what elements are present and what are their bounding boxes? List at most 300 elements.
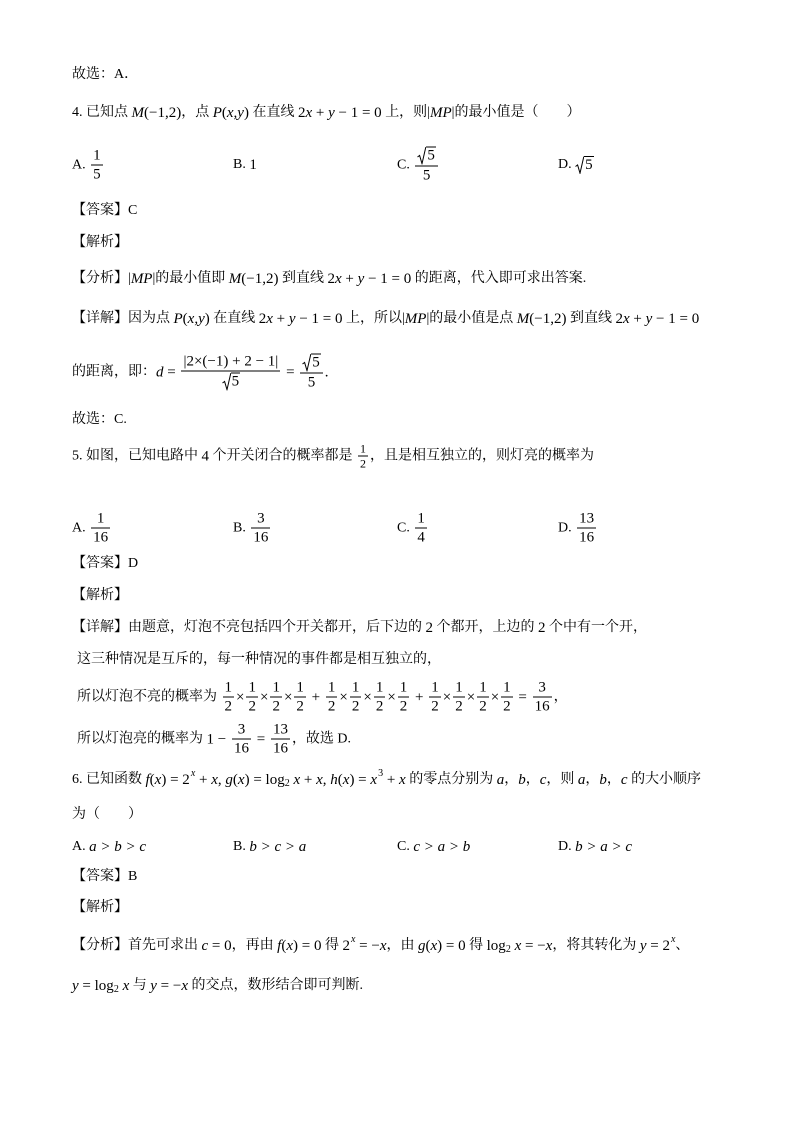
fraction bbox=[181, 354, 280, 391]
q5-option-d bbox=[558, 511, 598, 546]
text-run: 【详解】因为点 bbox=[72, 311, 174, 326]
math-variable: b bbox=[599, 772, 607, 788]
q6-option-a bbox=[72, 838, 146, 856]
subscript: 2 bbox=[113, 984, 119, 995]
fraction bbox=[294, 680, 306, 715]
math-variable: c bbox=[201, 938, 209, 954]
math-variable: MP bbox=[430, 105, 452, 121]
text-run: A. bbox=[72, 157, 90, 172]
q4-stem bbox=[72, 104, 580, 122]
fraction bbox=[415, 511, 427, 546]
math-text: 2 bbox=[431, 698, 439, 715]
fraction-numerator bbox=[181, 354, 280, 372]
text-run: 到直线 bbox=[566, 311, 616, 326]
math-variable: MP bbox=[130, 271, 153, 287]
q5-option-b bbox=[233, 511, 272, 546]
fraction-denominator bbox=[577, 529, 596, 546]
fraction-numerator bbox=[453, 680, 465, 698]
square-root bbox=[222, 373, 241, 391]
math-text: ( bbox=[425, 938, 431, 954]
text-run: ， bbox=[585, 772, 600, 787]
radicand bbox=[584, 156, 594, 174]
fraction-numerator bbox=[326, 680, 338, 698]
fraction bbox=[223, 680, 235, 715]
math-variable: g bbox=[418, 938, 426, 954]
math-text: 1 bbox=[249, 157, 257, 173]
text-run: 6. 已知函数 bbox=[72, 772, 146, 787]
fraction-numerator bbox=[350, 680, 362, 698]
math-variable: x bbox=[305, 105, 313, 121]
text-run: C. bbox=[397, 839, 414, 854]
fraction-numerator bbox=[271, 722, 290, 740]
fraction-denominator bbox=[429, 698, 441, 715]
math-variable: d bbox=[156, 364, 164, 380]
math-text: × bbox=[259, 689, 269, 705]
math-text: ) = 2 bbox=[161, 772, 190, 788]
math-text: 16 bbox=[253, 529, 269, 546]
text-run: D. bbox=[558, 157, 576, 172]
math-variable: x bbox=[342, 772, 350, 788]
fraction-numerator bbox=[501, 680, 513, 698]
math-text: ) = 0 bbox=[437, 938, 466, 954]
math-text: − 1 = 0 bbox=[334, 105, 382, 121]
math-text: × bbox=[490, 689, 500, 705]
text-run: 、 bbox=[675, 938, 690, 953]
text-run: 这三种情况是互斥的，每一种情况的事件都是相互独立的， bbox=[77, 652, 441, 667]
text-run: C. bbox=[397, 520, 414, 535]
fraction-numerator bbox=[270, 680, 282, 698]
text-run: D. bbox=[558, 839, 576, 854]
math-text: 13 bbox=[272, 721, 288, 738]
fraction bbox=[501, 680, 513, 715]
fraction bbox=[326, 680, 338, 715]
fraction-numerator bbox=[577, 511, 596, 529]
math-text: 1 bbox=[224, 679, 232, 696]
math-text: 5 bbox=[585, 157, 593, 173]
math-text: . bbox=[324, 364, 329, 380]
math-text: 13 bbox=[579, 510, 595, 527]
superscript: 3 bbox=[378, 768, 384, 779]
q6-stem-line-1 bbox=[72, 768, 702, 789]
text-run: 上，所以| bbox=[342, 311, 405, 326]
q4-final-choice bbox=[72, 411, 127, 429]
q6-option-d bbox=[558, 838, 632, 856]
q4-option-b bbox=[233, 156, 257, 174]
fraction-denominator bbox=[232, 740, 251, 757]
superscript: x bbox=[670, 934, 676, 945]
math-variable: c bbox=[539, 772, 547, 788]
math-text: 5 bbox=[427, 147, 435, 164]
math-variable: x bbox=[370, 772, 378, 788]
fraction-denominator bbox=[294, 698, 306, 715]
math-text: + bbox=[272, 311, 289, 327]
math-variable: y bbox=[288, 311, 296, 327]
q5-solution-line-4 bbox=[77, 722, 351, 757]
math-text: × bbox=[387, 689, 396, 705]
math-variable: x bbox=[510, 938, 522, 954]
fraction-numerator bbox=[91, 148, 103, 166]
subscript: 2 bbox=[505, 944, 511, 955]
math-text: = bbox=[514, 689, 531, 705]
q4-analysis-heading bbox=[72, 234, 128, 252]
math-text: ) = 0 bbox=[292, 938, 322, 954]
math-text: ( bbox=[182, 311, 188, 327]
math-text: 1 bbox=[417, 510, 425, 527]
math-text: 2 bbox=[296, 698, 304, 715]
math-text: 3 bbox=[257, 510, 265, 527]
text-run: ，则 bbox=[546, 772, 578, 787]
fraction-denominator bbox=[350, 698, 362, 715]
math-variable: M bbox=[516, 311, 530, 327]
math-text: 2 bbox=[248, 698, 256, 715]
math-variable: x bbox=[622, 311, 630, 327]
math-text: 2 bbox=[375, 698, 384, 715]
text-run: 【答案】C bbox=[72, 203, 138, 218]
radicand bbox=[231, 373, 241, 391]
fraction bbox=[358, 443, 368, 470]
math-text: (−1,2) bbox=[241, 271, 279, 287]
math-text: 2 bbox=[615, 311, 623, 327]
fraction-numerator bbox=[477, 680, 489, 698]
math-variable: g bbox=[225, 772, 233, 788]
math-text: × bbox=[236, 689, 245, 705]
math-variable: x bbox=[379, 938, 387, 954]
fraction-denominator bbox=[91, 529, 110, 546]
q4-solution-line-1 bbox=[72, 310, 699, 328]
math-text: 1 bbox=[93, 147, 101, 164]
fraction-numerator bbox=[374, 680, 386, 698]
superscript: x bbox=[350, 934, 356, 945]
text-run: B. bbox=[233, 839, 250, 854]
math-text: 16 bbox=[272, 740, 288, 757]
math-text: ( bbox=[221, 105, 227, 121]
math-text: ) bbox=[243, 105, 249, 121]
radical-sign bbox=[302, 354, 311, 372]
math-variable: x bbox=[289, 772, 301, 788]
text-run: |的最小值即 bbox=[152, 271, 229, 286]
text-run: 得 bbox=[321, 938, 343, 953]
math-text: 1 bbox=[327, 679, 336, 696]
math-text: 2 bbox=[455, 698, 463, 715]
fraction bbox=[91, 511, 110, 546]
fraction bbox=[374, 680, 386, 715]
square-root bbox=[575, 156, 594, 174]
math-text: = − bbox=[355, 938, 380, 954]
math-variable: x bbox=[266, 311, 273, 327]
subscript: 2 bbox=[284, 778, 290, 789]
math-text: = bbox=[163, 364, 180, 380]
math-text: 2 bbox=[224, 698, 232, 715]
fraction bbox=[270, 680, 282, 715]
math-variable: M bbox=[228, 271, 242, 287]
math-variable: y bbox=[328, 105, 335, 121]
fraction bbox=[477, 680, 489, 715]
text-run: |的最小值是点 bbox=[426, 311, 517, 326]
q5-answer bbox=[72, 555, 138, 573]
q5-option-c bbox=[397, 511, 429, 546]
q5-solution-line-2 bbox=[77, 651, 441, 669]
text-run: ， bbox=[553, 689, 568, 704]
math-variable: b bbox=[518, 772, 526, 788]
text-run: 上，则| bbox=[381, 105, 430, 120]
math-text: 16 bbox=[534, 698, 550, 715]
text-run: ，再由 bbox=[231, 938, 278, 953]
q5-solution-line-3 bbox=[77, 680, 568, 715]
text-run: ， bbox=[504, 772, 519, 787]
text-run: ，由 bbox=[386, 938, 418, 953]
fraction-numerator bbox=[246, 680, 258, 698]
text-run: ，且是相互独立的，则灯亮的概率为 bbox=[370, 448, 594, 463]
q4-option-c bbox=[397, 147, 440, 184]
math-text: 3 bbox=[538, 679, 546, 696]
math-variable: x bbox=[118, 978, 130, 994]
math-variable: y bbox=[645, 311, 653, 327]
math-variable: P bbox=[173, 311, 183, 327]
math-variable: M bbox=[131, 105, 144, 121]
q6-analysis-line-1 bbox=[72, 934, 690, 955]
fraction-denominator bbox=[398, 698, 410, 715]
fraction bbox=[232, 722, 251, 757]
math-text: = bbox=[252, 731, 269, 747]
math-text: = − bbox=[156, 978, 182, 994]
math-text: 1 bbox=[399, 679, 408, 696]
text-run: ， bbox=[606, 772, 621, 787]
radical-sign bbox=[222, 373, 231, 391]
fraction-denominator bbox=[181, 372, 280, 391]
text-run: 的距离，代入即可求出答案. bbox=[411, 271, 587, 286]
math-text: 2 bbox=[258, 311, 267, 327]
math-variable: MP bbox=[404, 311, 427, 327]
math-text: ) = log bbox=[244, 772, 285, 788]
fraction-numerator bbox=[415, 511, 427, 529]
text-run: D. bbox=[558, 520, 576, 535]
math-text: 2 bbox=[425, 620, 433, 636]
math-variable: y bbox=[150, 978, 157, 994]
fraction-numerator bbox=[294, 680, 306, 698]
q6-analysis-line-2 bbox=[72, 977, 363, 995]
fraction-denominator bbox=[415, 167, 438, 184]
math-text: 1 bbox=[479, 679, 487, 696]
fraction-numerator bbox=[91, 511, 110, 529]
math-text: ( bbox=[232, 772, 238, 788]
fraction-denominator bbox=[533, 698, 552, 715]
q5-analysis-heading bbox=[72, 587, 128, 605]
fraction bbox=[246, 680, 258, 715]
text-run: 为（ ） bbox=[72, 807, 142, 822]
math-variable: x bbox=[316, 772, 323, 788]
fraction-denominator bbox=[251, 529, 270, 546]
math-text: , bbox=[322, 772, 331, 788]
text-run: 的零点分别为 bbox=[405, 772, 497, 787]
q4-option-a bbox=[72, 148, 105, 183]
math-text: 2 bbox=[297, 105, 306, 121]
text-run: 到直线 bbox=[278, 271, 328, 286]
math-text: 4 bbox=[201, 448, 209, 464]
math-variable: f bbox=[277, 938, 282, 954]
text-run: 与 bbox=[129, 978, 151, 993]
text-run: ，点 bbox=[181, 105, 213, 120]
fraction-numerator bbox=[251, 511, 270, 529]
math-variable: x,y bbox=[187, 311, 205, 327]
fraction-denominator bbox=[246, 698, 258, 715]
text-run: A. bbox=[72, 520, 90, 535]
math-text: 2 bbox=[479, 698, 487, 715]
fraction-denominator bbox=[91, 166, 103, 183]
fraction bbox=[271, 722, 290, 757]
math-text: 4 bbox=[417, 529, 425, 546]
fraction-denominator bbox=[477, 698, 489, 715]
math-variable: c bbox=[620, 772, 628, 788]
q6-answer bbox=[72, 868, 137, 886]
q4-answer bbox=[72, 202, 137, 220]
math-text: 1 bbox=[351, 679, 360, 696]
math-variable: x bbox=[335, 271, 342, 287]
math-variable: y bbox=[639, 938, 647, 954]
fraction bbox=[577, 511, 596, 546]
fraction-denominator bbox=[501, 698, 513, 715]
q6-analysis-heading bbox=[72, 899, 128, 917]
text-run: 在直线 bbox=[209, 311, 259, 326]
radicand bbox=[426, 147, 436, 165]
fraction-numerator bbox=[358, 443, 368, 457]
fraction bbox=[453, 680, 465, 715]
fraction-numerator bbox=[429, 680, 441, 698]
math-text: (−1,2) bbox=[529, 311, 567, 327]
math-text: 16 bbox=[93, 529, 109, 546]
fraction-denominator bbox=[374, 698, 386, 715]
text-run: ，故选 D. bbox=[291, 731, 352, 746]
fraction-numerator bbox=[415, 147, 438, 167]
math-text: 1 bbox=[248, 679, 256, 696]
math-text: 16 bbox=[579, 529, 595, 546]
fraction-denominator bbox=[223, 698, 235, 715]
math-text: 3 bbox=[237, 721, 246, 738]
text-run: |的最小值是（ ） bbox=[451, 105, 581, 120]
fraction bbox=[429, 680, 441, 715]
text-run: ，将其转化为 bbox=[552, 938, 640, 953]
math-text: = 2 bbox=[646, 938, 670, 954]
fraction bbox=[415, 147, 438, 184]
math-variable: x bbox=[237, 772, 245, 788]
text-run: ， bbox=[525, 772, 540, 787]
math-text: + bbox=[411, 689, 428, 705]
math-text: 2 bbox=[342, 938, 350, 954]
fraction-denominator bbox=[300, 374, 323, 391]
text-run: 故选：A． bbox=[72, 67, 139, 82]
square-root bbox=[302, 354, 321, 372]
math-text: − 1 = 0 bbox=[652, 311, 700, 327]
math-text: (−1,2) bbox=[144, 105, 182, 121]
math-text: 1 bbox=[455, 679, 463, 696]
math-text: + bbox=[312, 105, 329, 121]
math-text: 1 bbox=[503, 679, 511, 696]
text-run: 【答案】D bbox=[72, 556, 139, 571]
math-variable: x bbox=[545, 938, 553, 954]
math-variable: x bbox=[181, 978, 188, 994]
q4-option-d bbox=[558, 156, 594, 174]
math-variable: h bbox=[330, 772, 338, 788]
math-text: − 1 = 0 bbox=[295, 311, 343, 327]
math-text: 2 bbox=[360, 456, 366, 471]
math-variable: x bbox=[154, 772, 162, 788]
math-variable: x bbox=[211, 772, 218, 788]
text-run: 的大小顺序 bbox=[627, 772, 702, 787]
math-text: 5 bbox=[231, 373, 240, 390]
math-text: 5 bbox=[312, 354, 320, 371]
square-root bbox=[417, 147, 436, 165]
text-run: 【详解】由题意，灯泡不亮包括四个开关都开，后下边的 bbox=[72, 620, 426, 635]
math-text: + bbox=[341, 271, 358, 287]
math-text: |2×(−1) + 2 − 1| bbox=[183, 353, 279, 370]
q4-analysis bbox=[72, 270, 586, 288]
math-variable: y bbox=[72, 978, 79, 994]
q3-final-choice bbox=[72, 66, 138, 84]
math-variable: c > a > b bbox=[413, 839, 471, 855]
fraction-numerator bbox=[232, 722, 251, 740]
math-text: ) = bbox=[349, 772, 371, 788]
text-run: 【答案】B bbox=[72, 869, 138, 884]
math-variable: y bbox=[357, 271, 365, 287]
text-run: 【分析】| bbox=[72, 271, 131, 286]
text-run: 的距离，即： bbox=[72, 364, 156, 379]
math-variable: x,y bbox=[226, 105, 244, 121]
math-text: 2 bbox=[538, 620, 546, 636]
math-text: × bbox=[466, 689, 476, 705]
text-run: 的交点，数形结合即可判断. bbox=[188, 978, 363, 993]
q6-option-b bbox=[233, 838, 306, 856]
text-run: C. bbox=[397, 157, 414, 172]
superscript: x bbox=[190, 768, 196, 779]
text-run: 所以灯泡亮的概率为 bbox=[77, 731, 207, 746]
text-run: 【解析】 bbox=[72, 588, 128, 603]
math-text: + bbox=[307, 689, 324, 705]
fraction-numerator bbox=[398, 680, 410, 698]
math-text: ( bbox=[281, 938, 287, 954]
math-text: log bbox=[486, 938, 506, 954]
math-text: 16 bbox=[233, 740, 249, 757]
text-run: 4. 已知点 bbox=[72, 105, 132, 120]
math-text: × bbox=[363, 689, 372, 705]
q4-solution-line-2 bbox=[72, 354, 329, 391]
math-text: 1 bbox=[272, 679, 280, 696]
fraction-denominator bbox=[358, 457, 368, 470]
math-text: 2 bbox=[503, 698, 511, 715]
q5-solution-line-1 bbox=[72, 619, 647, 637]
math-text: × bbox=[339, 689, 348, 705]
radical-sign bbox=[417, 147, 426, 165]
math-text: ) bbox=[204, 311, 210, 327]
math-text: , bbox=[217, 772, 226, 788]
radical-sign bbox=[575, 156, 584, 174]
fraction bbox=[533, 680, 552, 715]
math-text: + bbox=[195, 772, 212, 788]
math-text: = bbox=[282, 364, 299, 380]
text-run: 【分析】首先可求出 bbox=[72, 938, 202, 953]
fraction-numerator bbox=[533, 680, 552, 698]
math-text: = log bbox=[78, 978, 114, 994]
text-run: 所以灯泡不亮的概率为 bbox=[77, 689, 221, 704]
text-run: 个开关闭合的概率都是 bbox=[209, 448, 356, 463]
q5-stem bbox=[72, 443, 594, 470]
math-text: 2 bbox=[399, 698, 408, 715]
text-run: 得 bbox=[465, 938, 487, 953]
math-variable: x bbox=[430, 938, 438, 954]
fraction-denominator bbox=[453, 698, 465, 715]
math-text: 5 bbox=[422, 167, 431, 184]
math-text: × bbox=[442, 689, 452, 705]
fraction bbox=[398, 680, 410, 715]
math-text: 1 bbox=[296, 679, 304, 696]
